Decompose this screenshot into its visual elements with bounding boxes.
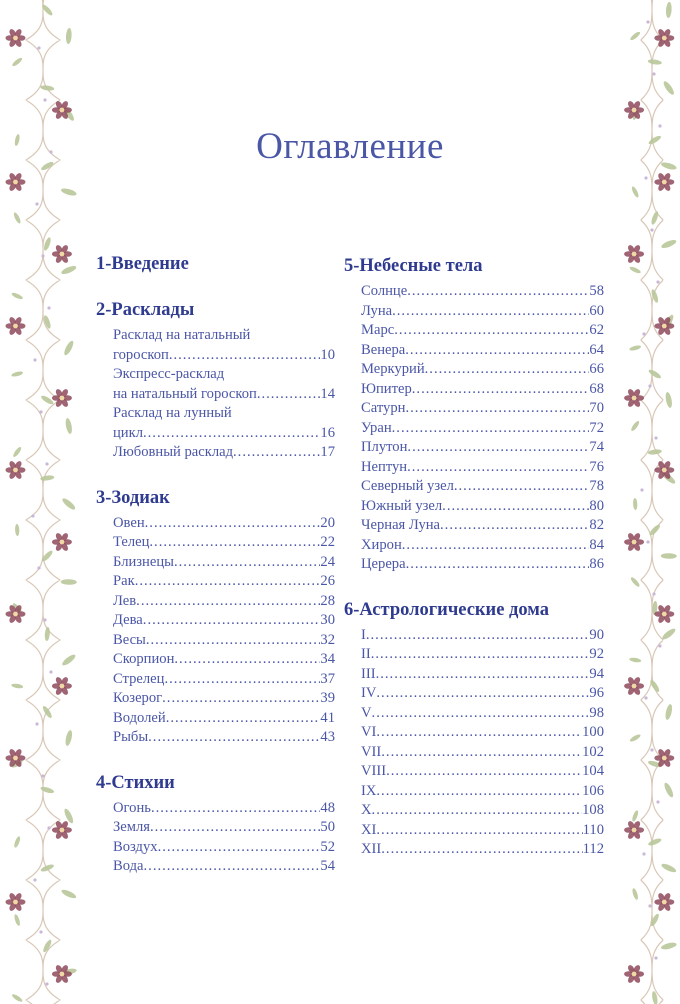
toc-entry-label: Овен — [113, 514, 145, 531]
page-number: 54 — [320, 858, 335, 874]
dot-leader — [406, 555, 590, 575]
toc-entry[interactable] — [361, 360, 604, 380]
leaf-icon — [662, 80, 676, 96]
page-number: 108 — [582, 802, 604, 818]
page-title: Оглавление — [256, 125, 444, 167]
toc-entry-label: XII — [361, 841, 382, 857]
dot-leader — [162, 689, 320, 709]
dot-leader — [376, 684, 589, 704]
toc-entry-label: Хирон — [361, 536, 402, 553]
toc-entry-label: VI — [361, 724, 377, 740]
leaf-icon — [40, 863, 55, 873]
toc-entry[interactable] — [361, 840, 604, 860]
dot-leader — [151, 799, 320, 819]
toc-section — [344, 255, 604, 575]
leaf-icon — [65, 28, 72, 44]
dot-leader — [402, 536, 590, 556]
toc-entry[interactable] — [113, 799, 335, 819]
toc-entry[interactable] — [361, 536, 604, 556]
dot-leader — [158, 838, 321, 858]
dot-leader — [381, 840, 582, 860]
toc-entry-label: V — [361, 704, 372, 721]
page-number: 64 — [589, 341, 604, 358]
toc-entry-label: Огонь — [113, 799, 151, 816]
leaf-icon — [15, 524, 20, 536]
dot-leader — [442, 497, 589, 517]
leaf-icon — [629, 266, 642, 275]
toc-entry-label: IX — [361, 782, 377, 799]
leaf-icon — [60, 264, 77, 275]
toc-entry-label: Венера — [361, 341, 406, 358]
toc-entry-label: Скорпион — [113, 651, 175, 667]
toc-right-column — [344, 255, 604, 884]
leaf-icon — [60, 888, 77, 900]
dot-leader — [405, 399, 589, 419]
dot-leader — [149, 533, 320, 553]
toc-entry[interactable] — [113, 611, 335, 631]
flower-icon — [624, 676, 644, 696]
dot-leader — [146, 631, 321, 651]
toc-entry[interactable] — [361, 516, 604, 536]
toc-entry-text: Расклад на лунный — [113, 405, 232, 421]
leaf-icon — [661, 627, 677, 641]
toc-entry[interactable] — [361, 626, 604, 646]
toc-entry-label: X — [361, 802, 372, 818]
dot-leader — [169, 346, 321, 366]
dot-leader — [386, 762, 582, 782]
toc-entry-label: Дева — [113, 612, 143, 628]
page-number: 68 — [589, 380, 604, 397]
leaf-icon — [629, 31, 641, 42]
toc-entry[interactable] — [113, 689, 335, 709]
page-number: 112 — [582, 841, 604, 857]
leaf-icon — [61, 579, 77, 585]
flower-icon — [5, 460, 25, 480]
leaf-icon — [661, 553, 677, 559]
page-number: 52 — [320, 838, 335, 855]
dot-leader — [412, 380, 590, 400]
section-entries — [344, 282, 604, 575]
toc-entry[interactable] — [113, 553, 335, 573]
page-number: 20 — [320, 514, 335, 531]
dot-leader — [136, 592, 320, 612]
dot-leader — [150, 818, 320, 838]
toc-entry-label: Марс — [361, 322, 395, 338]
dot-leader — [233, 443, 320, 463]
toc-entry-label: Воздух — [113, 838, 158, 855]
toc-entry[interactable] — [113, 838, 335, 858]
page-number: 22 — [320, 534, 335, 550]
toc-entry[interactable] — [361, 419, 604, 439]
dot-leader — [143, 611, 321, 631]
page-number: 16 — [320, 424, 335, 441]
dot-leader — [143, 424, 320, 444]
toc-entry-label: цикл — [113, 424, 143, 441]
toc-entry-label: Лев — [113, 592, 137, 609]
toc-entry[interactable] — [361, 684, 604, 704]
leaf-icon — [629, 733, 641, 743]
toc-section — [96, 253, 335, 275]
leaf-icon — [629, 657, 642, 663]
leaf-icon — [648, 523, 661, 536]
dot-leader — [407, 438, 589, 458]
page-number: 37 — [320, 670, 335, 687]
flower-icon — [624, 532, 644, 552]
page-number: 26 — [320, 573, 335, 589]
toc-entry-label: Южный узел — [361, 497, 443, 514]
dot-leader — [166, 709, 321, 729]
dot-leader — [371, 645, 590, 665]
page-number: 50 — [320, 819, 335, 835]
leaf-icon — [63, 340, 75, 357]
toc-entry[interactable] — [113, 728, 335, 748]
page-number: 17 — [320, 444, 335, 460]
toc-entry-text: Расклад на натальный — [113, 327, 251, 343]
flower-icon — [52, 388, 72, 408]
toc-entry[interactable] — [361, 782, 604, 802]
page-number: 34 — [320, 651, 335, 667]
flower-icon — [654, 892, 674, 912]
dot-leader — [372, 704, 590, 724]
leaf-icon — [663, 782, 675, 799]
toc-entry-label: гороскоп — [113, 346, 169, 363]
dot-leader — [392, 302, 589, 322]
leaf-icon — [629, 344, 642, 351]
toc-entry-label: Луна — [361, 302, 393, 319]
dot-leader — [376, 665, 590, 685]
section-entries — [96, 326, 335, 463]
section-heading: 4-Стихии — [96, 772, 175, 793]
toc-entry[interactable] — [361, 665, 604, 685]
toc-entry[interactable] — [113, 514, 335, 534]
dot-leader — [440, 516, 589, 536]
toc-entry-label: Рак — [113, 573, 135, 589]
leaf-icon — [13, 212, 22, 225]
leaf-icon — [40, 786, 55, 795]
toc-entry-label: Уран — [361, 419, 392, 436]
dot-leader — [174, 553, 320, 573]
dot-leader — [145, 514, 321, 534]
toc-entry[interactable] — [361, 704, 604, 724]
toc-entry-label: Земля — [113, 819, 151, 835]
toc-entry[interactable] — [361, 341, 604, 361]
toc-entry-label: Церера — [361, 556, 406, 572]
dot-leader — [392, 419, 590, 439]
page-number: 41 — [320, 709, 335, 726]
page-number: 110 — [582, 821, 604, 838]
toc-entry-label: I — [361, 626, 366, 643]
leaf-icon — [650, 211, 659, 226]
toc-entry[interactable] — [361, 762, 604, 782]
leaf-icon — [630, 576, 641, 588]
toc-entry[interactable] — [361, 302, 604, 322]
toc-entry-label: Любовный расклад — [113, 444, 234, 460]
leaf-icon — [660, 238, 677, 249]
toc-entry[interactable] — [113, 670, 335, 690]
dot-leader — [376, 723, 582, 743]
leaf-icon — [61, 653, 77, 667]
page-number: 96 — [589, 685, 604, 701]
page-number: 98 — [589, 704, 604, 721]
toc-entry[interactable] — [361, 380, 604, 400]
toc-entry[interactable] — [361, 555, 604, 575]
toc-section — [96, 487, 335, 748]
toc-entry-label: IV — [361, 685, 377, 701]
dot-leader — [376, 821, 582, 841]
dot-leader — [454, 477, 590, 497]
toc-entry[interactable] — [361, 477, 604, 497]
toc-entry-label: Весы — [113, 631, 146, 648]
leaf-icon — [665, 392, 674, 409]
page-number: 32 — [320, 631, 335, 648]
page-number: 72 — [589, 419, 604, 436]
toc-entry[interactable] — [361, 438, 604, 458]
toc-entry[interactable] — [113, 857, 335, 877]
page-number: 80 — [589, 497, 604, 514]
toc-section — [344, 599, 604, 860]
toc-entry-label: III — [361, 665, 376, 682]
leaf-icon — [65, 418, 74, 435]
toc-entry-text: Экспресс-расклад — [113, 366, 225, 382]
toc-section — [96, 772, 335, 877]
leaf-icon — [11, 683, 24, 689]
toc-entry-label: Водолей — [113, 709, 166, 726]
toc-entry-label: Телец — [113, 534, 150, 550]
section-heading: 2-Расклады — [96, 300, 195, 320]
toc-entry[interactable] — [361, 723, 604, 743]
dot-leader — [366, 626, 590, 646]
toc-entry-label: Рыбы — [113, 729, 149, 745]
flower-icon — [52, 244, 72, 264]
section-heading: 5-Небесные тела — [344, 256, 483, 276]
leaf-icon — [64, 730, 73, 747]
toc-entry[interactable] — [361, 645, 604, 665]
dot-leader — [148, 728, 320, 748]
section-entries — [96, 514, 335, 748]
toc-entry[interactable] — [361, 743, 604, 763]
flower-icon — [624, 388, 644, 408]
page-number: 24 — [320, 553, 335, 570]
toc-entry[interactable] — [113, 346, 335, 366]
dot-leader — [405, 341, 589, 361]
toc-entry-label: Северный узел — [361, 478, 454, 494]
toc-entry-label: Близнецы — [113, 553, 174, 570]
page-number: 70 — [589, 400, 604, 416]
page-number: 58 — [589, 283, 604, 299]
toc-entry[interactable] — [361, 497, 604, 517]
leaf-icon — [61, 497, 77, 512]
leaf-icon — [631, 810, 639, 823]
toc-entry[interactable] — [361, 821, 604, 841]
leaf-icon — [13, 836, 21, 849]
leaf-icon — [647, 837, 662, 847]
dot-leader — [372, 801, 583, 821]
toc-entry[interactable] — [113, 631, 335, 651]
page-number: 43 — [320, 729, 335, 745]
page-number: 62 — [589, 322, 604, 338]
flower-icon — [5, 28, 25, 48]
page-number: 106 — [582, 782, 604, 799]
leaf-icon — [60, 187, 77, 197]
toc-entry-line — [113, 365, 335, 385]
toc-entry-label: Юпитер — [361, 380, 412, 397]
flower-icon — [624, 964, 644, 984]
dot-leader — [174, 650, 320, 670]
toc-entry[interactable] — [361, 801, 604, 821]
flower-icon — [654, 172, 674, 192]
toc-entry[interactable] — [113, 592, 335, 612]
page-number: 92 — [589, 646, 604, 662]
dot-leader — [425, 360, 590, 380]
leaf-icon — [648, 368, 662, 380]
toc-entry-label: Меркурий — [361, 361, 425, 377]
toc-entry[interactable] — [361, 321, 604, 341]
page-number: 48 — [320, 799, 335, 816]
dot-leader — [394, 321, 589, 341]
flower-icon — [52, 532, 72, 552]
leaf-icon — [631, 186, 640, 199]
flower-icon — [624, 820, 644, 840]
page-number: 82 — [589, 517, 604, 533]
page-number: 60 — [589, 302, 604, 319]
dot-leader — [407, 458, 589, 478]
page-number: 10 — [320, 346, 335, 363]
leaf-icon — [648, 59, 663, 66]
toc-entry-label: Сатурн — [361, 400, 406, 416]
section-entries — [344, 626, 604, 860]
page-number: 39 — [320, 690, 335, 706]
dot-leader — [144, 857, 321, 877]
toc-entry-label: Козерог — [113, 690, 163, 706]
toc-entry-label: II — [361, 646, 371, 662]
toc-entry[interactable] — [361, 399, 604, 419]
toc-entry[interactable] — [113, 818, 335, 838]
toc-entry-label: Нептун — [361, 458, 408, 475]
leaf-icon — [11, 57, 23, 68]
toc-entry[interactable] — [113, 533, 335, 553]
leaf-icon — [631, 888, 639, 901]
toc-entry[interactable] — [361, 458, 604, 478]
toc-entry-label: Вода — [113, 858, 144, 874]
dot-leader — [164, 670, 320, 690]
page-number: 104 — [582, 763, 604, 779]
toc-entry-label: Плутон — [361, 439, 408, 455]
flower-icon — [52, 964, 72, 984]
toc-entry-line — [113, 404, 335, 424]
page-number: 76 — [589, 458, 604, 475]
leaf-icon — [11, 370, 24, 377]
toc-entry[interactable] — [113, 424, 335, 444]
dot-leader — [381, 743, 582, 763]
dot-leader — [135, 572, 321, 592]
leaf-icon — [12, 446, 22, 458]
page-number: 66 — [589, 361, 604, 377]
leaf-icon — [11, 993, 23, 1003]
toc-entry[interactable] — [361, 282, 604, 302]
toc-entry-label: на натальный гороскоп — [113, 385, 257, 402]
leaf-icon — [11, 292, 24, 301]
flower-icon — [5, 892, 25, 912]
section-heading: 3-Зодиак — [96, 487, 170, 508]
toc-entry-label: VIII — [361, 763, 387, 779]
leaf-icon — [660, 862, 677, 874]
toc-section — [96, 299, 335, 463]
flower-icon — [654, 28, 674, 48]
leaf-icon — [660, 941, 677, 950]
page-number: 74 — [589, 439, 604, 455]
page-number: 94 — [589, 665, 604, 682]
dot-leader — [407, 282, 589, 302]
page-number: 28 — [320, 592, 335, 609]
flower-icon — [52, 676, 72, 696]
flower-icon — [5, 316, 25, 336]
leaf-icon — [40, 394, 54, 406]
leaf-icon — [13, 914, 21, 927]
section-entries — [96, 799, 335, 877]
flower-icon — [5, 172, 25, 192]
dot-leader — [257, 385, 321, 405]
page-number: 100 — [582, 724, 604, 740]
flower-icon — [624, 244, 644, 264]
page-number: 90 — [589, 626, 604, 643]
toc-entry[interactable] — [113, 385, 335, 405]
page-number: 78 — [589, 478, 604, 494]
page-number: 102 — [582, 743, 604, 760]
toc-entry[interactable] — [113, 709, 335, 729]
toc-entry-label: XI — [361, 821, 377, 838]
toc-entry[interactable] — [113, 650, 335, 670]
dot-leader — [376, 782, 582, 802]
toc-entry-label: Стрелец — [113, 670, 165, 687]
toc-entry-label: Черная Луна — [361, 517, 441, 533]
page-number: 86 — [589, 556, 604, 572]
flower-icon — [654, 604, 674, 624]
leaf-icon — [40, 85, 55, 92]
toc-entry[interactable] — [113, 572, 335, 592]
leaf-icon — [664, 704, 673, 721]
toc-entry[interactable] — [113, 443, 335, 463]
leaf-icon — [633, 498, 638, 510]
toc-entry-label: VII — [361, 743, 382, 760]
leaf-icon — [44, 627, 50, 641]
section-heading: 1-Введение — [96, 254, 189, 274]
page-number: 84 — [589, 536, 604, 553]
leaf-icon — [648, 449, 662, 456]
toc-entry-label: Солнце — [361, 283, 408, 299]
page-number: 30 — [320, 612, 335, 628]
toc-left-column — [96, 253, 335, 901]
leaf-icon — [665, 2, 672, 18]
section-heading: 6-Астрологические дома — [344, 599, 550, 620]
page-number: 14 — [320, 385, 335, 402]
leaf-icon — [630, 420, 640, 432]
toc-entry-line — [113, 326, 335, 346]
